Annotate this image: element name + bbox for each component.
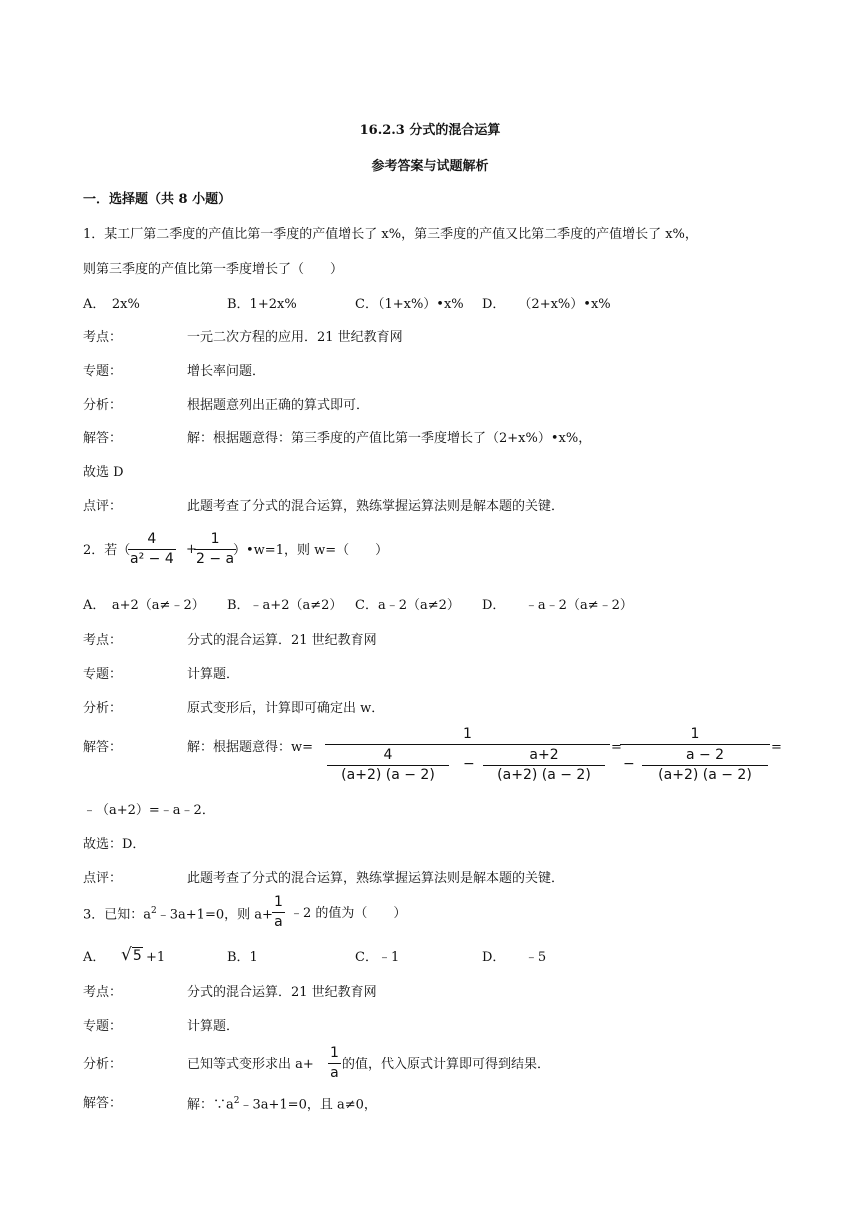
q1-conclusion: 故选 D — [83, 465, 124, 480]
q3-option-a — [83, 950, 105, 966]
q3-option-a-suffix: +1 — [146, 950, 166, 965]
q2-complex-fraction-1 — [325, 726, 610, 781]
q2-fenxi: 原式变形后，计算即可确定出 w． — [187, 701, 385, 716]
q2-big2-f — [642, 747, 768, 784]
q2-option-a: A． a+2（a≠﹣2） — [83, 598, 205, 613]
q2-fenxi-label: 分析： — [83, 701, 123, 716]
q2-big1-f1-num: 4 — [383, 747, 393, 763]
q3-stem-prefix: 3．已知：a — [83, 907, 152, 923]
q2-stem-fraction-2 — [194, 531, 236, 568]
q2-big1-f2-num: a+2 — [529, 747, 559, 763]
page-title: 16.2.3 分式的混合运算 — [359, 123, 501, 138]
q2-stem-fraction-1 — [128, 531, 176, 568]
q1-kaodian: 一元二次方程的应用．21 世纪教育网 — [187, 330, 403, 345]
q3-stem-mid: ﹣3a+1=0，则 a+ — [156, 907, 273, 923]
q1-stem-line1: 1．某工厂第二季度的产值比第一季度的产值增长了 x%，第三季度的产值又比第二季度的产值增长了 x%， — [83, 227, 698, 242]
q2-frac2-den: 2 − a — [196, 550, 235, 567]
q2-jieda-label: 解答： — [83, 740, 123, 755]
q3-fenxi-prefix: 已知等式变形求出 a+ — [187, 1057, 314, 1072]
q2-equals-2: = — [771, 740, 782, 755]
q2-continuation: ﹣（a+2）=﹣a﹣2． — [83, 803, 215, 818]
q1-zhuanti-label: 专题： — [83, 364, 123, 379]
q2-big1-f1-den: (a+2) (a − 2) — [327, 765, 449, 784]
q3-frac-num: 1 — [274, 894, 283, 910]
q1-option-a: A． 2x% — [83, 297, 140, 312]
q3-stem-sup: 2 — [151, 906, 157, 916]
q3-fenxi-frac-den: a — [328, 1063, 341, 1082]
q2-big1-f2-den: (a+2) (a − 2) — [483, 765, 605, 784]
q2-big1-minus: − — [463, 756, 475, 772]
q3-zhuanti: 计算题． — [187, 1019, 240, 1034]
q2-kaodian: 分式的混合运算．21 世纪教育网 — [187, 633, 377, 648]
q2-frac2-num: 1 — [210, 531, 220, 547]
q3-fenxi-frac-num: 1 — [330, 1045, 339, 1061]
q3-option-a-prefix: A． — [83, 950, 106, 965]
q2-dianping: 此题考查了分式的混合运算，熟练掌握运算法则是解本题的关键． — [187, 871, 565, 886]
q3-jieda-sup: 2 — [233, 1096, 240, 1106]
q1-jieda: 解：根据题意得：第三季度的产值比第一季度增长了（2+x%）•x%， — [187, 431, 592, 446]
q2-stem-prefix: 2．若（ — [83, 543, 131, 558]
q3-fenxi-label: 分析： — [83, 1057, 123, 1072]
q1-fenxi-label: 分析： — [83, 398, 123, 413]
q3-option-c: C．﹣1 — [355, 950, 400, 965]
q2-big2-minus: − — [623, 756, 635, 772]
q2-big2-f-num: a − 2 — [685, 747, 725, 763]
q3-stem-suffix: ﹣2 的值为（ ） — [290, 906, 407, 921]
q1-option-c: C．（1+x%）•x% — [355, 297, 464, 312]
section-heading: 一．选择题（共 8 小题） — [83, 192, 232, 207]
q1-fenxi: 根据题意列出正确的算式即可． — [187, 398, 370, 413]
q2-conclusion: 故选：D． — [83, 837, 146, 852]
q2-stem-suffix: ）•w=1，则 w=（ ） — [233, 543, 389, 558]
q1-zhuanti: 增长率问题． — [187, 364, 266, 379]
q3-jieda-label: 解答： — [83, 1096, 123, 1111]
q2-frac1-den: a² − 4 — [130, 550, 174, 567]
q3-stem — [83, 906, 273, 923]
q3-option-b: B．1 — [227, 950, 258, 965]
q1-jieda-label: 解答： — [83, 431, 123, 446]
q1-stem-line2: 则第三季度的产值比第一季度增长了（ ） — [83, 262, 344, 277]
q2-option-c: C．a﹣2（a≠2） — [355, 598, 460, 613]
q2-frac1-num: 4 — [147, 531, 157, 547]
q3-fenxi-suffix: 的值，代入原式计算即可得到结果． — [342, 1057, 551, 1072]
q1-option-b: B．1+2x% — [227, 297, 297, 312]
q2-big1-f1 — [327, 747, 449, 784]
q3-zhuanti-label: 专题： — [83, 1019, 123, 1034]
q3-jieda-prefix: 解：∵a — [187, 1097, 234, 1113]
page-subtitle: 参考答案与试题解析 — [371, 159, 489, 174]
q2-equals-1: = — [611, 740, 622, 755]
q3-jieda-suffix: ﹣3a+1=0，且 a≠0， — [239, 1097, 377, 1113]
q3-option-a-radicand: 5 — [132, 948, 142, 964]
q1-kaodian-label: 考点： — [83, 330, 123, 345]
q2-stem-plus: + — [186, 542, 197, 557]
q2-zhuanti-label: 专题： — [83, 667, 123, 682]
q3-jieda — [187, 1096, 377, 1113]
q2-jieda-prefix: 解：根据题意得：w= — [187, 740, 314, 755]
q2-dianping-label: 点评： — [83, 871, 123, 886]
q2-big1-f2 — [483, 747, 605, 784]
q3-fenxi-fraction — [328, 1045, 341, 1082]
q3-stem-fraction — [272, 894, 285, 931]
q2-big2-f-den: (a+2) (a − 2) — [642, 765, 768, 784]
q3-kaodian-label: 考点： — [83, 985, 123, 1000]
q2-zhuanti: 计算题． — [187, 667, 240, 682]
q1-option-d: D． （2+x%）•x% — [482, 297, 611, 312]
q3-frac-den: a — [272, 912, 285, 931]
q2-big1-num: 1 — [463, 726, 472, 742]
q1-dianping: 此题考查了分式的混合运算，熟练掌握运算法则是解本题的关键． — [187, 499, 565, 514]
q2-complex-fraction-2 — [620, 726, 770, 781]
q3-kaodian: 分式的混合运算．21 世纪教育网 — [187, 985, 377, 1000]
q3-option-d: D． ﹣5 — [482, 950, 547, 965]
q2-option-b: B．﹣a+2（a≠2） — [227, 598, 343, 613]
q2-option-d: D． ﹣a﹣2（a≠﹣2） — [482, 598, 633, 613]
q2-kaodian-label: 考点： — [83, 633, 123, 648]
q2-big2-num: 1 — [690, 726, 700, 742]
q1-dianping-label: 点评： — [83, 499, 123, 514]
q3-option-a-sqrt: √5 — [121, 945, 142, 965]
